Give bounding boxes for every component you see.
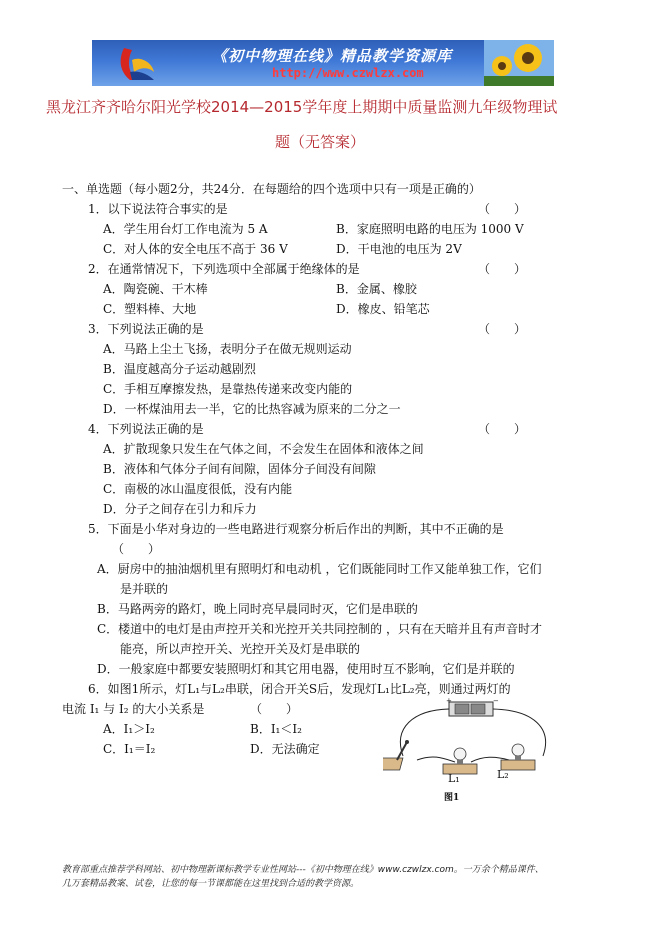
q1-stem: 1．以下说法符合事实的是: [88, 202, 228, 216]
q6-stem-line2: 电流 I₁ 与 I₂ 的大小关系是: [62, 702, 205, 716]
lamp-l1-icon: [443, 748, 477, 774]
q2-option-a: A．陶瓷碗、干木棒: [103, 282, 208, 296]
banner-title: 《初中物理在线》精品教学资源库: [212, 47, 453, 65]
q2-option-d: D．橡皮、铅笔芯: [336, 302, 430, 316]
q5-answer-bracket: （ ）: [112, 542, 161, 556]
q6-answer-bracket: （ ）: [250, 702, 299, 716]
q4-option-c: C．南极的冰山温度很低，没有内能: [103, 482, 293, 496]
lamp-l2-icon: [501, 744, 535, 770]
label-l2: L₂: [497, 768, 509, 781]
footer-line2: 几万套精品教案、试卷，让您的每一节课都能在这里找到合适的教学资源。: [62, 879, 360, 889]
q1-option-d: D．干电池的电压为 2V: [336, 242, 462, 256]
q4-stem: 4．下列说法正确的是: [88, 422, 204, 436]
q1-answer-bracket: （ ）: [478, 202, 527, 216]
q3-stem: 3．下列说法正确的是: [88, 322, 204, 336]
label-l1: L₁: [448, 772, 460, 785]
figure-caption: 图1: [444, 793, 460, 803]
q3-option-a: A．马路上尘土飞扬，表明分子在做无规则运动: [103, 342, 352, 356]
q4-option-b: B．液体和气体分子间有间隙，固体分子间没有间隙: [103, 462, 376, 476]
page-title-line2: 题（无答案）: [275, 133, 366, 151]
q5-option-d: D．一般家庭中都要安装照明灯和其它用电器，使用时互不影响，它们是并联的: [97, 662, 515, 676]
q2-stem: 2．在通常情况下，下列选项中全部属于绝缘体的是: [88, 262, 360, 276]
q4-option-d: D．分子之间存在引力和斥力: [103, 502, 257, 516]
q3-answer-bracket: （ ）: [478, 322, 527, 336]
q6-option-c: C．I₁＝I₂: [103, 742, 156, 756]
sunflower-icon: [484, 40, 554, 86]
page-title-line1: 黑龙江齐齐哈尔阳光学校2014—2015学年度上期期中质量监测九年级物理试: [46, 98, 558, 116]
q5-option-a-line1: A．厨房中的抽油烟机里有照明灯和电动机 ，它们既能同时工作又能单独工作，它们: [97, 562, 542, 576]
q6-option-d: D．无法确定: [250, 742, 320, 756]
battery-icon: [446, 698, 499, 716]
q5-option-c-line1: C．楼道中的电灯是由声控开关和光控开关共同控制的 ，只有在天暗并且有声音时才: [97, 622, 542, 636]
banner-url[interactable]: http://www.czwlzx.com: [272, 66, 424, 80]
q5-option-a-line2: 是并联的: [120, 582, 169, 596]
q4-option-a: A．扩散现象只发生在气体之间，不会发生在固体和液体之间: [103, 442, 424, 456]
q6-option-b: B．I₁＜I₂: [250, 722, 302, 736]
circuit-diagram: [383, 698, 559, 800]
q1-option-a: A．学生用台灯工作电流为 5 A: [103, 222, 268, 236]
q1-option-b: B．家庭照明电路的电压为 1000 V: [336, 222, 524, 236]
q5-stem: 5．下面是小华对身边的一些电路进行观察分析后作出的判断，其中不正确的是: [88, 522, 504, 536]
q3-option-d: D．一杯煤油用去一半，它的比热容减为原来的二分之一: [103, 402, 401, 416]
q2-answer-bracket: （ ）: [478, 262, 527, 276]
q5-option-c-line2: 能亮，所以声控开关、光控开关及灯是串联的: [120, 642, 361, 656]
q6-option-a: A．I₁＞I₂: [103, 722, 155, 736]
q5-option-b: B．马路两旁的路灯，晚上同时亮早晨同时灭，它们是串联的: [97, 602, 418, 616]
site-logo-icon: [110, 42, 160, 84]
q3-option-b: B．温度越高分子运动越剧烈: [103, 362, 256, 376]
q2-option-c: C．塑料棒、大地: [103, 302, 197, 316]
q1-option-c: C．对人体的安全电压不高于 36 V: [103, 242, 288, 256]
q4-answer-bracket: （ ）: [478, 422, 527, 436]
header-banner: [92, 40, 554, 86]
svg-text:+: +: [446, 698, 452, 705]
q2-option-b: B．金属、橡胶: [336, 282, 417, 296]
q3-option-c: C．手相互摩擦发热，是靠热传递来改变内能的: [103, 382, 353, 396]
svg-text:−: −: [493, 698, 499, 705]
section-heading: 一、单选题（每小题2分，共24分．在每题给的四个选项中只有一项是正确的）: [62, 182, 481, 196]
switch-icon: [383, 740, 409, 770]
q6-stem-line1: 6．如图1所示，灯L₁与L₂串联，闭合开关S后，发现灯L₁比L₂亮，则通过两灯的: [88, 682, 511, 696]
footer-line1: 教育部重点推荐学科网站、初中物理新课标教学专业性网站---《初中物理在线》www.czwlzx.com。一万余个精品课件、: [62, 865, 544, 875]
